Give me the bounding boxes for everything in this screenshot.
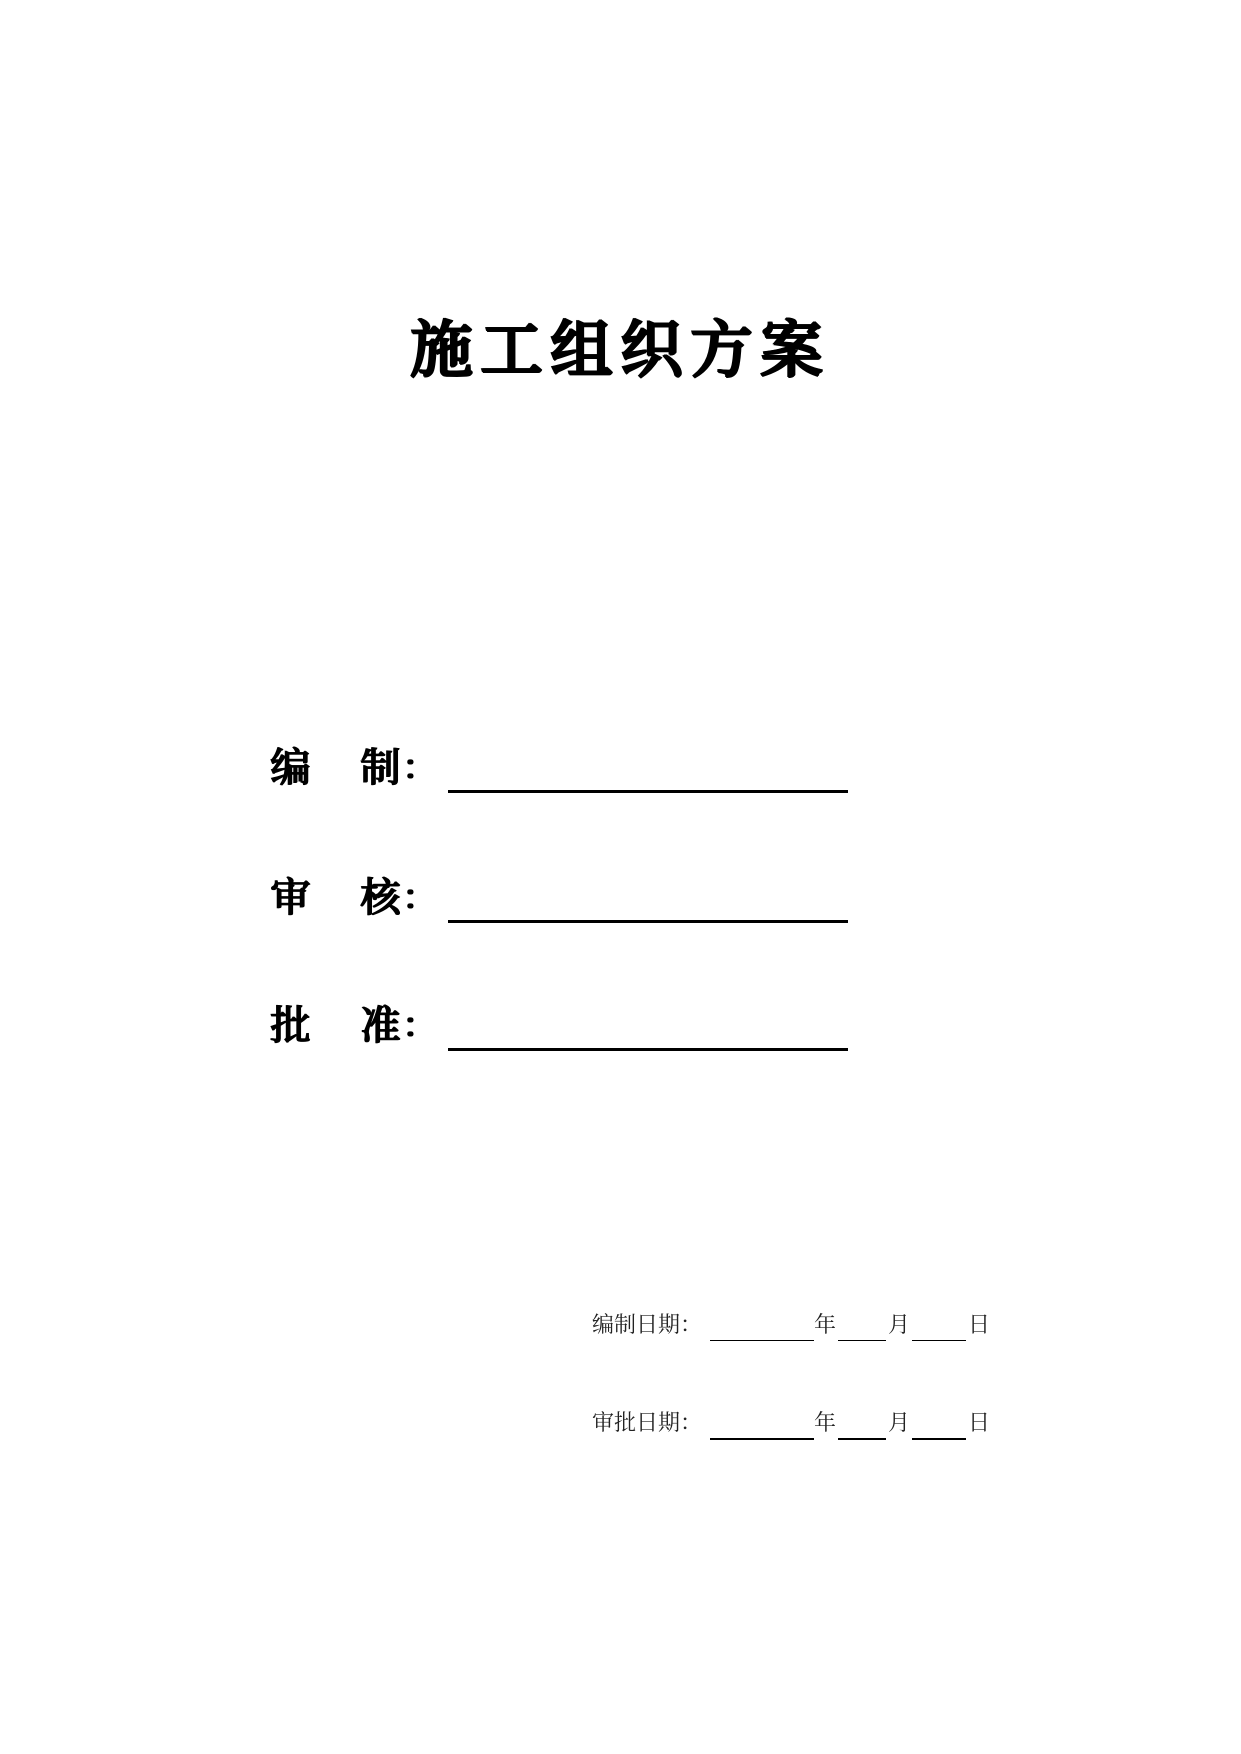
signature-line-review — [448, 920, 848, 923]
approve-date-label: 审批日期： — [592, 1411, 703, 1436]
compile-date-label: 编制日期： — [592, 1313, 703, 1338]
year-blank — [710, 1340, 814, 1341]
label-char-1: 审 — [270, 874, 310, 921]
label-char-2: 准 — [360, 1002, 400, 1049]
month-blank — [838, 1340, 886, 1341]
approve-date-row — [592, 1408, 1012, 1448]
month-blank — [838, 1438, 886, 1440]
day-blank — [912, 1438, 966, 1440]
year-label: 年 — [814, 1411, 837, 1436]
day-label: 日 — [968, 1411, 991, 1436]
day-blank — [912, 1340, 966, 1341]
label-char-1: 编 — [270, 744, 310, 791]
label-colon: ： — [402, 748, 436, 788]
year-label: 年 — [814, 1313, 837, 1338]
compile-date-row — [592, 1310, 1012, 1350]
signature-row-review — [270, 870, 870, 926]
signature-line-approve — [448, 1048, 848, 1051]
label-colon: ： — [402, 1006, 436, 1046]
year-blank — [710, 1438, 814, 1440]
document-title: 施工组织方案 — [410, 313, 831, 386]
month-label: 月 — [888, 1313, 911, 1338]
label-colon: ： — [402, 878, 436, 918]
label-char-2: 核 — [360, 874, 400, 921]
signature-line-compile — [448, 790, 848, 793]
month-label: 月 — [888, 1411, 911, 1436]
signature-row-compile — [270, 740, 870, 796]
label-char-1: 批 — [270, 1002, 310, 1049]
day-label: 日 — [968, 1313, 991, 1338]
label-char-2: 制 — [360, 744, 400, 791]
signature-row-approve — [270, 998, 870, 1054]
